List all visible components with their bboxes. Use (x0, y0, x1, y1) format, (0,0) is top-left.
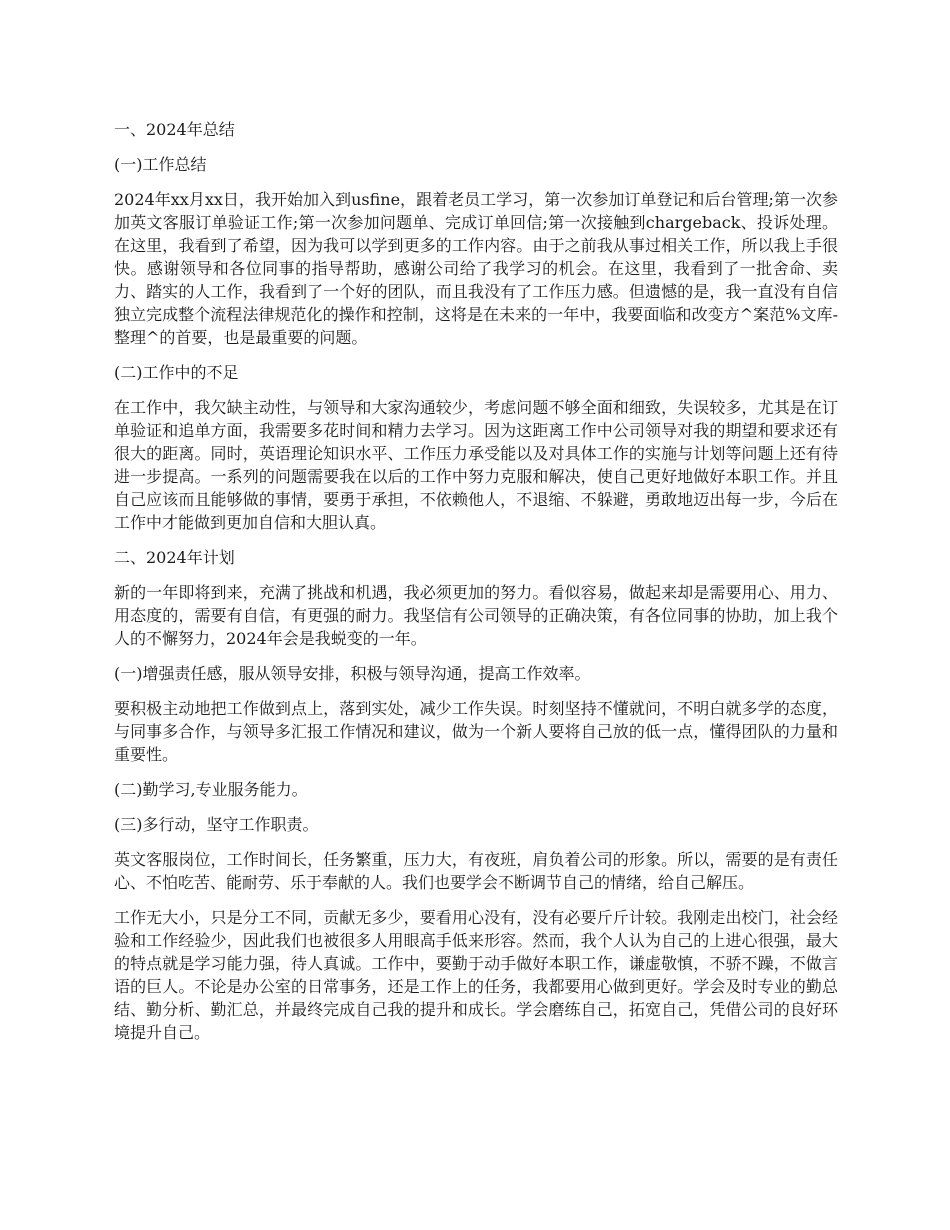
paragraph-shortcomings: 在工作中，我欠缺主动性，与领导和大家沟通较少，考虑问题不够全面和细致，失误较多，尤其是在订单验证和追单方面，我需要多花时间和精力去学习。因为这距离工作中公司领导对我的期望和要求还有很大的距离。同时，英语理论知识水平、工作压力承受能以及对具体工作的实施与计划等问题上还有待进一步提高。一系列的问题需要我在以后的工作中努力克服和解决，使自己更好地做好本职工作。并且自己应该而且能够做的事情，要勇于承担，不依赖他人，不退缩、不躲避，勇敢地迈出每一步，今后在工作中才能做到更加自信和大胆认真。 (114, 398, 838, 532)
paragraph-responsibility: 要积极主动地把工作做到点上，落到实处，减少工作失误。时刻坚持不懂就问，不明白就多学的态度，与同事多合作，与领导多汇报工作情况和建议，做为一个新人要将自己放的低一点，懂得团队的力量和重要性。 (114, 699, 838, 764)
document-body (114, 118, 838, 1056)
paragraph-attitude: 工作无大小，只是分工不同，贡献无多少，要看用心没有，没有必要斤斤计较。我刚走出校门，社会经验和工作经验少，因此我们也被很多人用眼高手低来形容。然而，我个人认为自己的上进心很强，最大的特点就是学习能力强，待人真诚。工作中，要勤于动手做好本职工作，谦虚敬慎，不骄不躁，不做言语的巨人。不论是办公室的日常事务，还是工作上的任务，我都要用心做到更好。学会及时专业的勤总结、勤分析、勤汇总，并最终完成自己我的提升和成长。学会磨练自己，拓宽自己，凭借公司的良好环境提升自己。 (114, 908, 838, 1042)
subheading-study: (二)勤学习,专业服务能力。 (114, 780, 308, 799)
section-heading-summary: 一、2024年总结 (114, 120, 235, 139)
subheading-action: (三)多行动，坚守工作职责。 (114, 815, 319, 834)
paragraph-customer-service: 英文客服岗位，工作时间长，任务繁重，压力大，有夜班，肩负着公司的形象。所以，需要的是有责任心、不怕吃苦、能耐劳、乐于奉献的人。我们也要学会不断调节自己的情绪，给自己解压。 (114, 850, 838, 892)
subheading-responsibility: (一)增强责任感，服从领导安排，积极与领导沟通，提高工作效率。 (114, 664, 591, 683)
paragraph-plan-intro: 新的一年即将到来，充满了挑战和机遇，我必须更加的努力。看似容易，做起来却是需要用心、用力、用态度的，需要有自信，有更强的耐力。我坚信有公司领导的正确决策，有各位同事的协助，加上我个人的不懈努力，2024年会是我蜕变的一年。 (114, 583, 838, 648)
subheading-work-summary: (一)工作总结 (114, 155, 207, 174)
paragraph-work-summary: 2024年xx月xx日，我开始加入到usfine，跟着老员工学习，第一次参加订单登记和后台管理;第一次参加英文客服订单验证工作;第一次参加问题单、完成订单回信;第一次接触到chargeback、投诉处理。在这里，我看到了希望，因为我可以学到更多的工作内容。由于之前我从事过相关工作，所以我上手很快。感谢领导和各位同事的指导帮助，感谢公司给了我学习的机会。在这里，我看到了一批舍命、卖力、踏实的人工作，我看到了一个好的团队，而且我没有了工作压力感。但遗憾的是，我一直没有自信独立完成整个流程法律规范化的操作和控制，这将是在未来的一年中，我要面临和改变方^案范%文库-整理^的首要，也是最重要的问题。 (114, 190, 838, 347)
section-heading-plan: 二、2024年计划 (114, 548, 235, 567)
subheading-shortcomings: (二)工作中的不足 (114, 363, 239, 382)
